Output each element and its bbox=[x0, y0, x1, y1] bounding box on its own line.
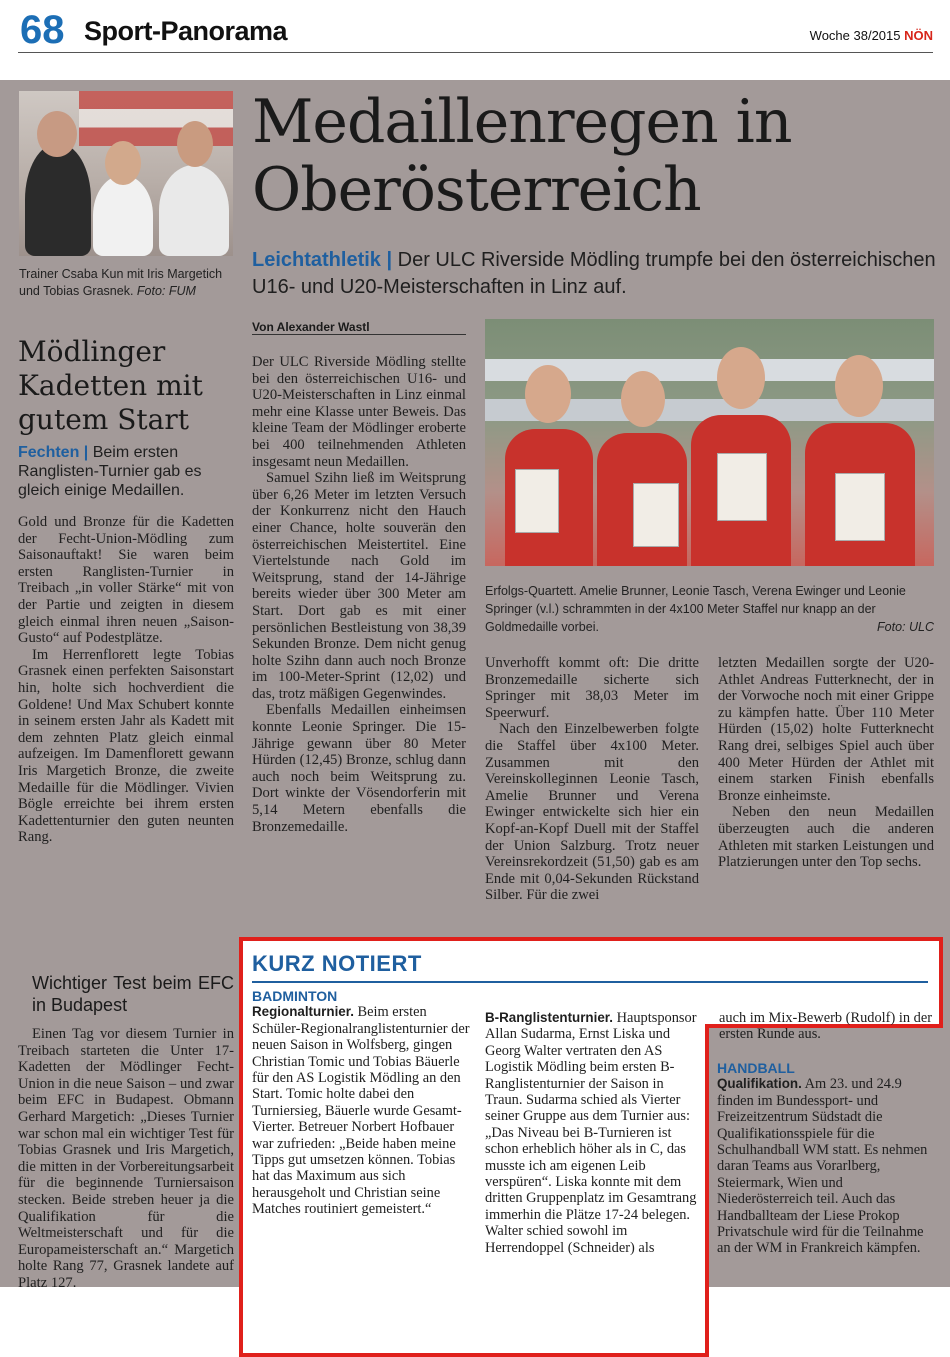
left-paragraph: Einen Tag vor diesem Turnier in Treibach starteten die Unter 17-Kadetten der Mödlinger Fecht-Union in die neue Saison – und zwar beim EFC in Budapest. Obmann Gerhard Margetich: „Dieses Turnier war schon mal ein wichtiger Test für Tobias Grasnek und Iris Margetich, die mitten in der Vorbereitungsarbeit für die beginnende Turniersaison stecken. Beide streben heuer ja die Qualifikation für die Weltmeisterschaft und für die Europameisterschaft an.“ Margetich holte Rang 77, Grasnek landete auf Platz 127. bbox=[18, 1026, 234, 1291]
handball-text: Am 23. und 24.9 finden im Bundessport- und Freizeitzentrum Südstadt die Qualifikationsspiele für die Schulhandball WM statt. Es nehmen daran Teams aus Vorarlberg, Steiermark, Wien und Niederösterreich teil. Auch das Handballteam der Liese Prokop Privatschule wird für die Teilnahme an der WM in Frankreich kämpfen. bbox=[717, 1076, 928, 1257]
r2-paragraph: Neben den neun Medaillen überzeugten auch die anderen Athleten mit starken Leistungen und Platzierungen unter den Top sechs. bbox=[718, 804, 934, 871]
head-iris bbox=[105, 141, 141, 185]
head-trainer bbox=[37, 111, 77, 157]
badminton-category: BADMINTON bbox=[252, 988, 338, 1004]
byline: Von Alexander Wastl bbox=[252, 320, 466, 335]
main-kicker-text: Der ULC Riverside Mödling trumpfe bei den österreichischen U16- und U20-Meisterschaften in Linz auf. bbox=[252, 249, 936, 298]
left-column-body-2 bbox=[18, 972, 234, 1292]
badminton-text: Beim ersten Schüler-Regionalranglistenturnier der neuen Saison in Wolfsberg, gingen Christian Tomic und Tobias Bäuerle für den AS Logistik Mödling an den Start. Tomic holte dabei den Turniersieg, Bäuerle wurde Gesamt-Vierter. Betreuer Norbert Hofbauer war zufrieden: „Beide haben meine Tipps gut umsetzen können. Tobias hat das Maximum aus sich herausgeholt und Christian seine Matches routiniert gemeistert.“ bbox=[252, 1004, 470, 1218]
kurz-notiert-title: KURZ NOTIERT bbox=[252, 951, 422, 976]
handball-category: HANDBALL bbox=[717, 1060, 795, 1076]
athlete-face bbox=[717, 347, 765, 409]
right-column-1-body bbox=[485, 655, 699, 904]
badminton-column bbox=[252, 988, 472, 1218]
main-headline: Medaillenregen in Oberösterreich bbox=[252, 87, 792, 225]
right-column-2-body bbox=[718, 655, 934, 871]
left-category: Fechten | bbox=[18, 444, 93, 461]
main-category: Leichtathletik | bbox=[252, 249, 398, 271]
kurz-title-rule bbox=[252, 981, 928, 983]
kurz-notiert-box bbox=[239, 937, 943, 1357]
page-number: 68 bbox=[20, 8, 65, 52]
athlete-face bbox=[835, 355, 883, 417]
main-kicker bbox=[252, 247, 942, 301]
trainer-photo-credit: Foto: FUM bbox=[136, 284, 196, 298]
athlete-face bbox=[621, 371, 665, 427]
r2-paragraph: letzten Medaillen sorgte der U20-Athlet Andreas Futterknecht, der in der Vorwoche noch mit einer Grippe zu kämpfen hatte. Über 110 Meter Hürden (15,02) holte Futterknecht Rang drei, selbiges Spiel auch über 400 Meter Hürden der Athlet mit einem starken Finish ebenfalls Bronze einheimste. bbox=[718, 655, 934, 804]
handball-column bbox=[717, 1060, 935, 1257]
section-title: Sport-Panorama bbox=[84, 16, 288, 46]
left-column-body bbox=[18, 514, 234, 846]
relay-photo-credit: Foto: ULC bbox=[877, 620, 934, 634]
trainer-caption bbox=[19, 266, 239, 300]
r1-paragraph: Unverhofft kommt oft: Die dritte Bronzemedaille sicherte sich Springer mit 38,03 Meter im Speerwurf. bbox=[485, 655, 699, 721]
issue-info bbox=[810, 28, 933, 43]
mid-paragraph: Der ULC Riverside Mödling stellte bei den österreichischen U16- und U20-Meisterschaften in Linz einmal mehr eine Klasse unter Beweis. Das kleine Team der Mödlinger eroberte bei 400 teilnehmenden Athleten insgesamt neun Medaillen. bbox=[252, 354, 466, 470]
certificate bbox=[515, 469, 559, 533]
left-headline: Mödlinger Kadetten mit gutem Start bbox=[18, 335, 203, 436]
r1-paragraph: Nach den Einzelbewerben folgte die Staffel über 4x100 Meter. Zusammen mit den Vereinskolleginnen Leonie Tasch, Amelie Brunner und Verena Ewinger entwickelte sich hier ein Kopf-an-Kopf Duell mit der Staffel der Union Salzburg. Trotz neuer Vereinsrekordzeit (51,50) gab es am Ende mit 0,04-Sekunden Rückstand Silber. Für die zwei bbox=[485, 721, 699, 904]
athlete-face bbox=[525, 365, 571, 423]
issue-week: Woche 38/2015 bbox=[809, 28, 905, 43]
b-rangliste-lead: B-Ranglistenturnier. bbox=[485, 1010, 613, 1025]
trainer-photo bbox=[19, 91, 233, 256]
article-area bbox=[0, 80, 950, 1291]
brand-logo: NÖN bbox=[904, 28, 933, 43]
relay-team-photo bbox=[485, 319, 934, 566]
mid-paragraph: Samuel Szihn ließ im Weitsprung über 6,26 Meter im letzten Versuch der Konkurrenz nicht den Hauch einer Chance, holte souverän den österreichischen Meistertitel. Eine Viertelstunde nach Gold im Weitsprung, stand der 14-Jährige bereits wieder über 300 Meter am Start. Dort gab es mit einer persönlichen Bestleistung von 38,39 Sekunden Bronze. Dem nicht genug holte Szihn dann auch noch Bronze im 100-Meter-Sprint (12,02) und das, trotz mäßigen Gegenwindes. bbox=[252, 470, 466, 702]
certificate bbox=[717, 453, 767, 521]
certificate bbox=[835, 473, 885, 541]
head-tobias bbox=[177, 121, 213, 167]
left-kicker bbox=[18, 443, 238, 500]
left-paragraph: Gold und Bronze für die Kadetten der Fecht-Union-Mödling zum Saisonauftakt! Sie waren beim ersten Ranglisten-Turnier in Treibach „in voller Stärke“ mit von der Partie und zeigten in diesem gleich einmal ihren neuen „Saison-Gusto“ auf Podestplätze. bbox=[18, 514, 234, 647]
left-subheadline: Wichtiger Test beim EFC in Budapest bbox=[32, 973, 234, 1015]
trainer-caption-text: Trainer Csaba Kun mit Iris Margetich und Tobias Grasnek. bbox=[19, 267, 223, 298]
person-tobias bbox=[159, 165, 229, 256]
mid-paragraph: Ebenfalls Medaillen einheimsen konnte Leonie Springer. Die 15-Jährige gewann über 80 Meter Hürden (12,45) Bronze, schlug dann auch noch beim Weitsprung zu. Dort winkte der Vösendorferin mit 5,14 Metern ebenfalls die Bronzemedaille. bbox=[252, 702, 466, 835]
b-rangliste-cont-text: auch im Mix-Bewerb (Rudolf) in der ersten Runde aus. bbox=[719, 1010, 933, 1043]
handball-lead: Qualifikation. bbox=[717, 1076, 802, 1092]
page-header bbox=[18, 6, 933, 53]
left-kicker-text: Beim ersten Ranglisten-Turnier gab es gleich einige Medaillen. bbox=[18, 444, 202, 499]
relay-caption-text: Erfolgs-Quartett. Amelie Brunner, Leonie Tasch, Verena Ewinger und Leonie Springer (v.l.) schrammten in der 4x100 Meter Staffel nur knapp an der Goldmedaille vorbei. bbox=[485, 584, 906, 634]
b-rangliste-text: Hauptsponsor Allan Sudarma, Ernst Liska und Georg Walter vertraten den AS Logistik Mödling beim ersten B-Ranglistenturnier der Saison in Traun. Sudarma schied als Vierter seiner Gruppe aus dem Turnier aus: „Das Niveau bei B-Turnieren ist schon erheblich höher als in C, das musste ich am eigenen Leib verspüren“. Liska konnte mit dem dritten Gruppenplatz im Gesamtrang immerhin die Plätze 17-24 belegen. Walter schied sowohl im Herrendoppel (Schneider) als bbox=[485, 1010, 697, 1256]
person-trainer bbox=[25, 143, 91, 256]
relay-photo-caption bbox=[485, 582, 934, 636]
left-paragraph: Im Herrenflorett legte Tobias Grasnek einen perfekten Saisonstart hin, holte sich hochverdient die Goldene! Und Max Schubert konnte in seinem ersten Jahr als Kadett mit dem zehnten Platz gleich einmal aufzeigen. Im Damenflorett gewann Iris Margetich Bronze, die zweite Medaille für die Mödlinger. Vivien Bögle erreichte bei ihrem ersten Kadettenturnier den guten neunten Rang. bbox=[18, 646, 234, 846]
badminton-lead: Regionalturnier. bbox=[252, 1004, 354, 1020]
person-iris bbox=[93, 175, 153, 256]
b-rangliste-column bbox=[485, 1010, 700, 1256]
b-rangliste-continued bbox=[719, 1010, 933, 1043]
middle-column-body bbox=[252, 354, 466, 835]
certificate bbox=[633, 483, 679, 547]
